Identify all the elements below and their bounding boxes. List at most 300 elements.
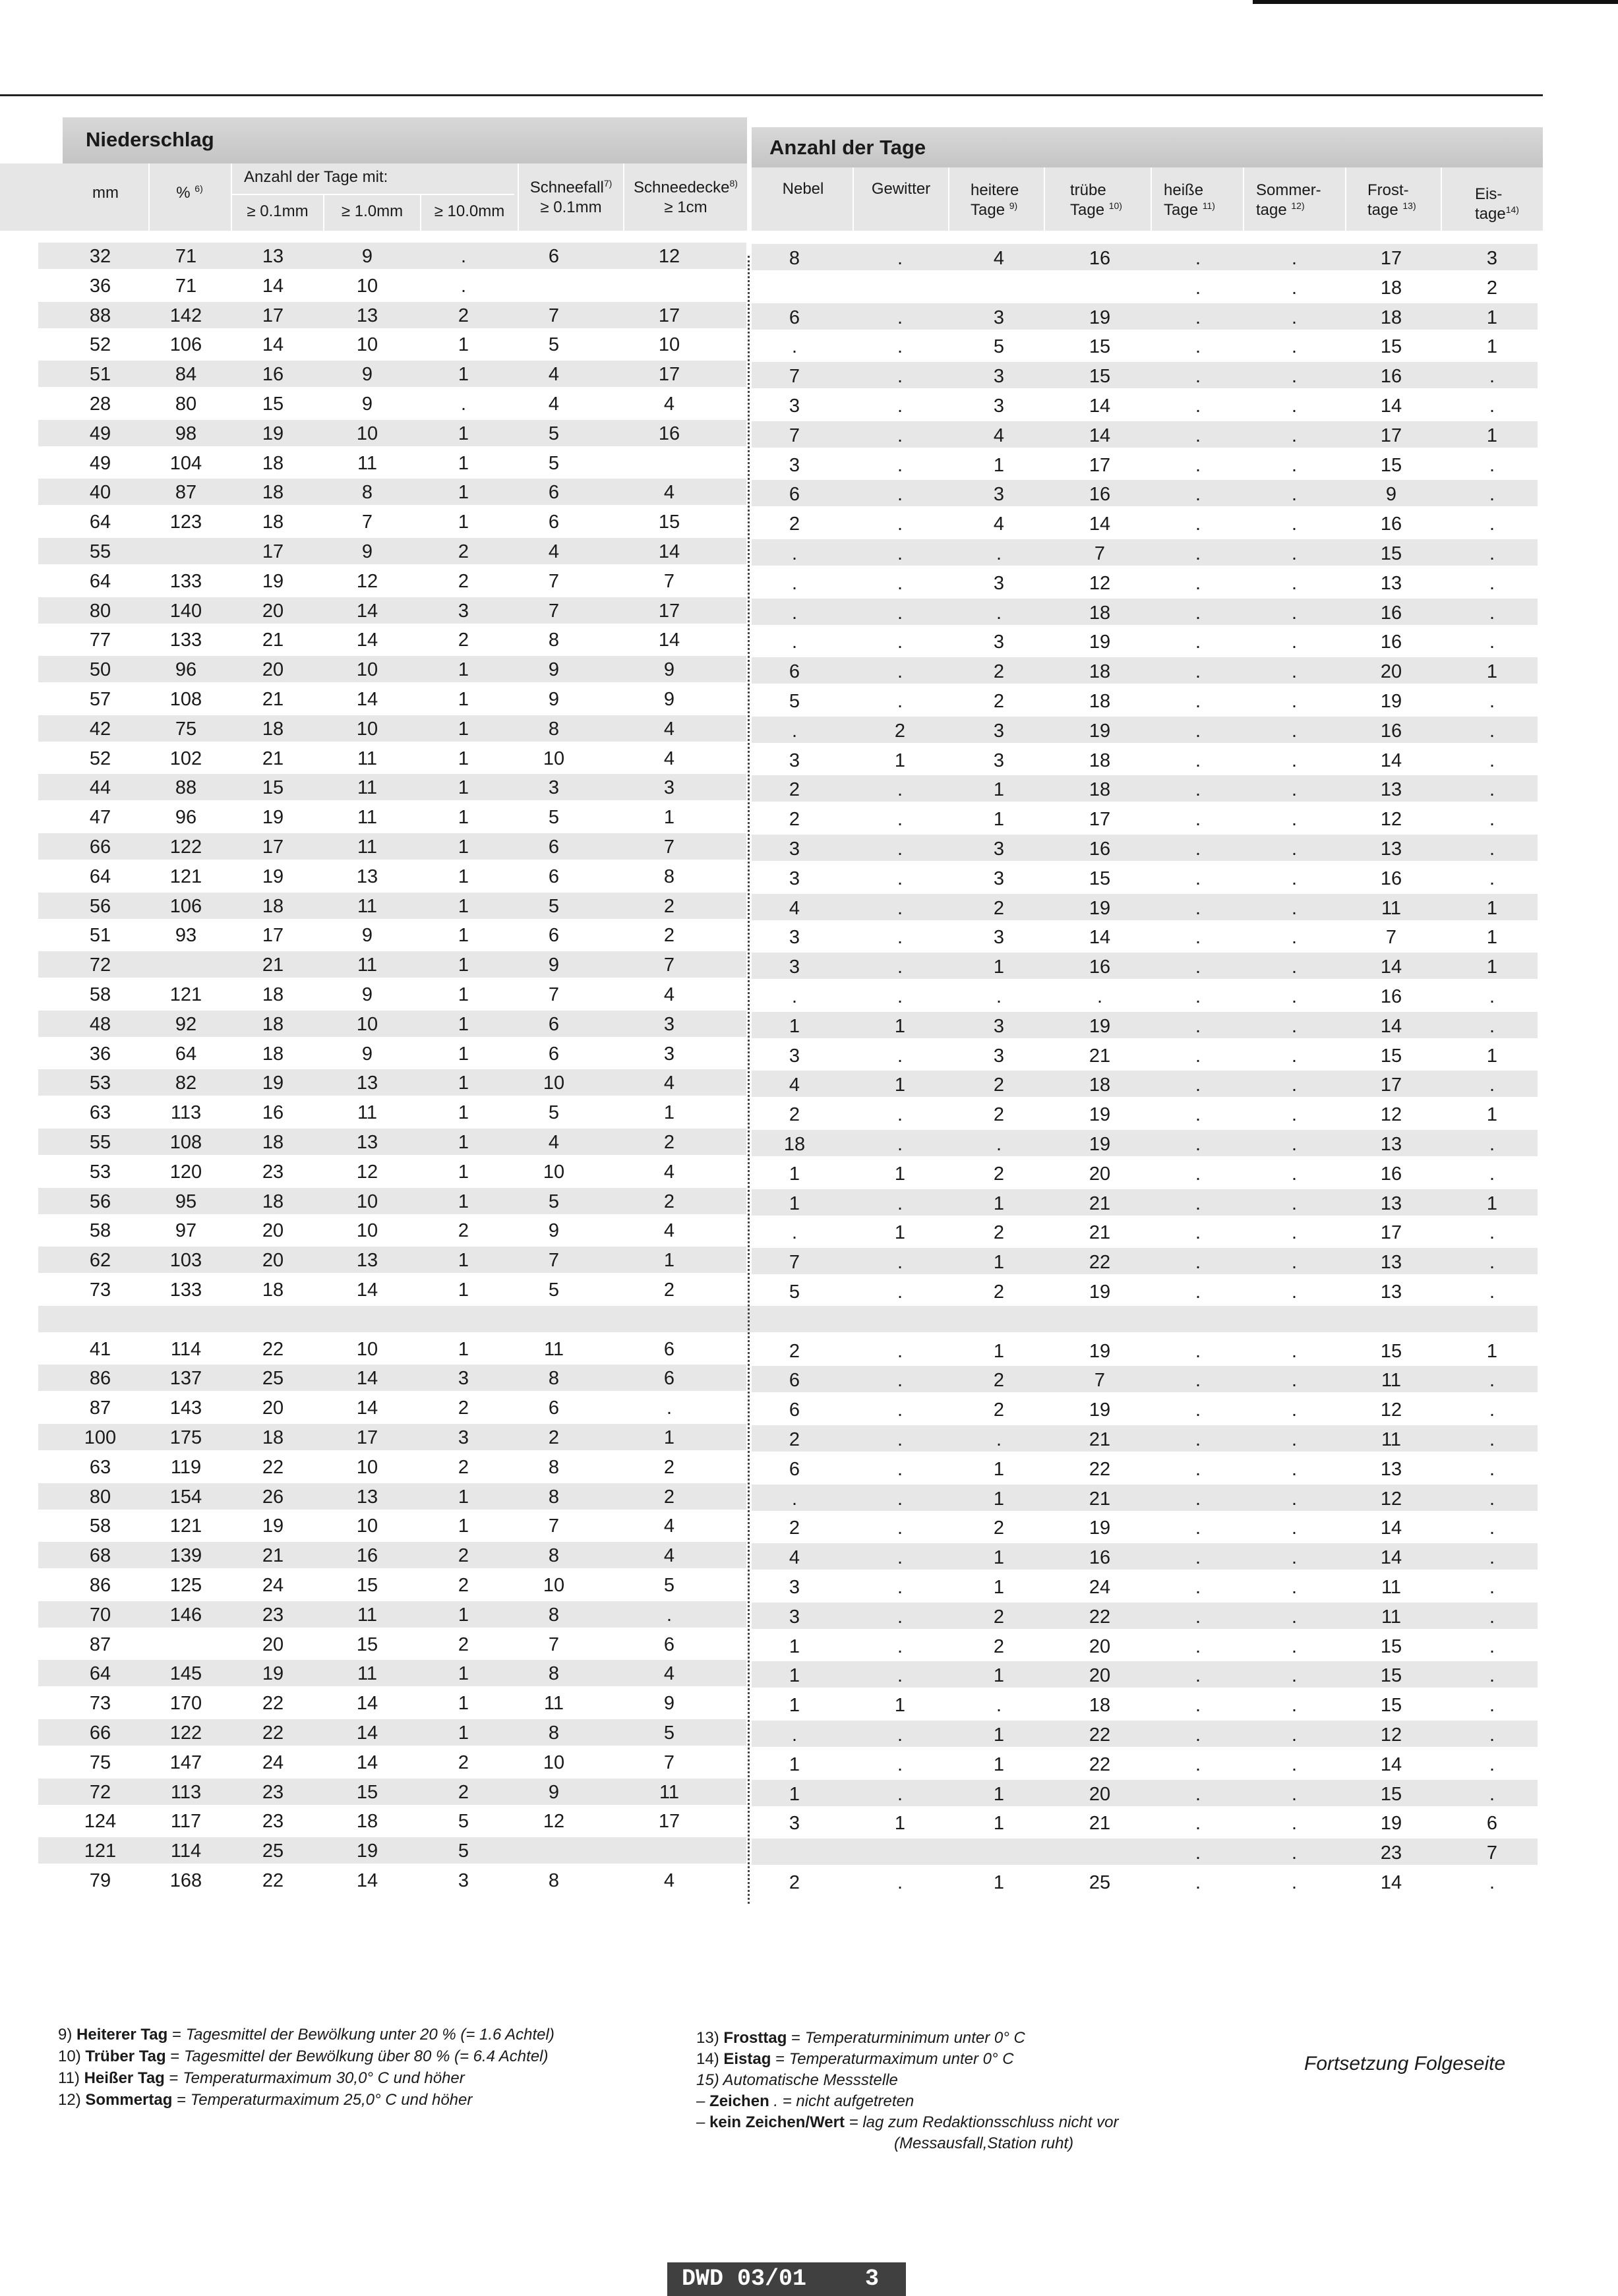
table-cell: 19 (1089, 720, 1111, 742)
table-cell: 7 (789, 425, 800, 446)
table-cell: 3 (458, 1427, 469, 1448)
table-cell: 2 (548, 1427, 560, 1448)
table-cell: . (897, 1370, 903, 1392)
table-cell: . (1195, 957, 1201, 978)
table-cell: 103 (169, 1250, 202, 1272)
table-cell: . (1195, 691, 1201, 712)
table-cell: 1 (993, 1813, 1005, 1835)
table-cell: . (897, 543, 903, 564)
table-cell: . (897, 454, 903, 476)
table-cell: . (1291, 1104, 1298, 1126)
table-cell: . (897, 1606, 903, 1628)
col-sommer: Sommer- tage $^{12)}$ (1256, 181, 1321, 219)
table-cell: . (897, 1547, 903, 1569)
table-cell: 15 (1380, 1783, 1402, 1805)
table-cell: 12 (658, 246, 680, 267)
table-cell: 154 (169, 1486, 202, 1508)
table-cell: 66 (89, 837, 111, 858)
table-cell: 2 (458, 1634, 469, 1655)
table-row (0, 330, 1543, 359)
table-cell: . (1195, 1665, 1201, 1687)
table-cell: 1 (1486, 1192, 1498, 1214)
table-cell: 77 (89, 630, 111, 651)
table-cell: 17 (1380, 425, 1402, 446)
table-cell: 2 (993, 1370, 1005, 1392)
page-badge (667, 2262, 906, 2296)
table-cell: 19 (262, 807, 284, 829)
table-cell: . (1489, 868, 1495, 889)
table-cell: . (1195, 1340, 1201, 1362)
table-cell: . (1195, 248, 1201, 269)
table-cell: 25 (1089, 1872, 1111, 1893)
table-cell: 2 (993, 1163, 1005, 1185)
table-cell: 170 (169, 1693, 202, 1715)
table-cell: . (897, 336, 903, 358)
table-cell: 4 (993, 425, 1005, 446)
table-cell: . (1291, 720, 1298, 742)
col-ge100: ≥ 10.0mm (434, 202, 505, 220)
table-cell: 1 (789, 1783, 800, 1805)
table-cell: . (791, 572, 798, 594)
table-cell: 16 (262, 1102, 284, 1124)
table-cell: 1 (458, 1073, 469, 1094)
table-cell: . (1195, 720, 1201, 742)
table-cell: . (1291, 572, 1298, 594)
table-cell: 13 (1380, 1134, 1402, 1155)
table-cell: 10 (356, 334, 378, 356)
table-cell: 8 (548, 1870, 560, 1891)
table-cell: . (1489, 1163, 1495, 1185)
footnote-9: 9) Heiterer Tag = Tagesmittel der Bewölkung unter 20 % (= 1.6 Achtel) (58, 2026, 554, 2044)
table-cell: . (1291, 868, 1298, 889)
table-row (0, 389, 1543, 419)
table-cell: 18 (262, 1013, 284, 1035)
table-cell: 3 (458, 1870, 469, 1891)
table-cell: 1 (993, 1547, 1005, 1569)
table-cell: . (996, 602, 1002, 624)
table-cell: . (897, 1635, 903, 1657)
table-cell: . (1489, 514, 1495, 535)
table-cell: 19 (262, 1516, 284, 1537)
table-cell: . (897, 514, 903, 535)
table-cell: 2 (993, 1222, 1005, 1244)
table-cell: 11 (357, 748, 378, 769)
table-cell: 20 (262, 1398, 284, 1419)
table-row (0, 1866, 1543, 1895)
table-cell: 24 (262, 1751, 284, 1773)
table-cell: 15 (1089, 336, 1111, 358)
table-cell: . (1489, 454, 1495, 476)
table-cell: . (897, 1665, 903, 1687)
table-cell: 17 (262, 305, 284, 326)
table-cell: 71 (175, 275, 197, 297)
table-row (0, 507, 1543, 537)
table-row (0, 1836, 1543, 1866)
table-row (0, 714, 1543, 744)
footnote-15: 15) Automatische Messstelle (696, 2071, 898, 2089)
footnotes-left (58, 2024, 554, 2111)
table-cell: . (897, 868, 903, 889)
table-cell: 8 (548, 1486, 560, 1508)
table-cell: . (1291, 1340, 1298, 1362)
table-cell: 18 (1089, 691, 1111, 712)
table-cell: 19 (262, 1663, 284, 1685)
table-cell: 2 (993, 661, 1005, 683)
table-cell: . (1291, 691, 1298, 712)
table-cell: . (1195, 307, 1201, 328)
table-cell: . (897, 632, 903, 653)
table-row (0, 980, 1543, 1009)
table-cell: 13 (356, 1073, 378, 1094)
table-cell: 3 (993, 868, 1005, 889)
table-cell: 18 (1089, 779, 1111, 801)
table-cell: 73 (89, 1280, 111, 1301)
table-cell: 6 (663, 1338, 675, 1360)
table-cell: 19 (1089, 897, 1111, 919)
table-cell: 2 (993, 1399, 1005, 1421)
table-cell: 49 (89, 423, 111, 444)
table-cell: 26 (262, 1486, 284, 1508)
table-cell: 1 (458, 777, 469, 799)
table-cell: 1 (458, 1161, 469, 1183)
table-cell: 18 (262, 1280, 284, 1301)
table-cell: 56 (89, 895, 111, 917)
table-cell: 80 (89, 600, 111, 622)
table-cell: 4 (663, 984, 675, 1005)
table-cell: 4 (663, 748, 675, 769)
table-cell: 7 (548, 984, 560, 1005)
table-cell: 2 (789, 809, 800, 831)
table-cell: 15 (1380, 1635, 1402, 1657)
table-cell: 1 (1486, 927, 1498, 949)
table-cell: 7 (548, 1516, 560, 1537)
table-cell: 2 (894, 720, 906, 742)
table-cell: . (1195, 809, 1201, 831)
table-cell: 1 (663, 807, 675, 829)
table-cell: 6 (789, 484, 800, 506)
table-cell: 14 (1089, 396, 1111, 417)
table-cell: . (1291, 307, 1298, 328)
table-cell: 1 (458, 482, 469, 504)
table-cell: 7 (663, 837, 675, 858)
table-cell: 1 (894, 1163, 906, 1185)
table-cell: . (897, 691, 903, 712)
table-cell: . (1195, 750, 1201, 771)
table-cell: 104 (169, 452, 202, 474)
table-cell: 2 (458, 305, 469, 326)
table-cell: 17 (1089, 454, 1111, 476)
table-cell: 21 (262, 748, 284, 769)
table-cell: 17 (1380, 1222, 1402, 1244)
table-cell: . (897, 897, 903, 919)
table-cell: 4 (548, 394, 560, 415)
table-cell: 64 (175, 1043, 197, 1065)
table-cell: 113 (170, 1781, 202, 1803)
footnote-11: 11) Heißer Tag = Temperaturmaximum 30,0° C und höher (58, 2069, 465, 2087)
table-cell: 58 (89, 1516, 111, 1537)
table-cell: 58 (89, 984, 111, 1005)
table-cell: 63 (89, 1456, 111, 1478)
table-cell: . (1291, 1606, 1298, 1628)
table-cell: 11 (659, 1781, 680, 1803)
table-row (0, 1748, 1543, 1777)
table-cell: 2 (458, 1575, 469, 1596)
table-cell: . (1195, 1252, 1201, 1274)
table-row (0, 891, 1543, 921)
table-cell: 142 (169, 305, 202, 326)
table-cell: 18 (1380, 277, 1402, 299)
table-cell: 5 (458, 1811, 469, 1833)
table-cell: 119 (170, 1456, 202, 1478)
table-cell: 1 (993, 1665, 1005, 1687)
table-cell: 19 (1380, 691, 1402, 712)
table-cell: 21 (1089, 1045, 1111, 1067)
table-cell: 102 (169, 748, 202, 769)
table-cell: 16 (356, 1545, 378, 1567)
table-row (0, 1187, 1543, 1216)
table-cell: 10 (543, 1751, 565, 1773)
table-cell: 3 (993, 572, 1005, 594)
table-cell: . (996, 543, 1002, 564)
table-row (0, 655, 1543, 684)
table-cell: 3 (789, 927, 800, 949)
table-cell: . (897, 572, 903, 594)
table-cell: 51 (89, 925, 111, 947)
header-divider (231, 194, 514, 195)
table-cell: 9 (548, 955, 560, 976)
table-cell: . (1489, 366, 1495, 388)
table-cell: 137 (169, 1368, 202, 1390)
table-cell: 5 (548, 1280, 560, 1301)
table-cell: 8 (548, 1456, 560, 1478)
table-cell: . (1489, 1577, 1495, 1598)
niederschlag-title: Niederschlag (86, 128, 214, 151)
table-cell: . (791, 1488, 798, 1510)
table-cell: 6 (548, 1013, 560, 1035)
table-cell: 52 (89, 334, 111, 356)
table-cell: 20 (262, 1250, 284, 1272)
table-row (0, 1688, 1543, 1718)
table-cell: . (1489, 484, 1495, 506)
table-row (0, 448, 1543, 478)
table-cell: . (897, 1045, 903, 1067)
table-cell: 18 (1380, 307, 1402, 328)
table-cell: 12 (543, 1811, 565, 1833)
table-cell: 2 (663, 895, 675, 917)
table-cell: 4 (548, 1132, 560, 1153)
table-cell: 16 (1089, 839, 1111, 860)
table-cell: 1 (789, 1163, 800, 1185)
table-cell: 4 (663, 1073, 675, 1094)
table-cell: 18 (262, 1043, 284, 1065)
table-cell: . (897, 396, 903, 417)
table-cell: 10 (356, 275, 378, 297)
table-cell: . (1489, 1458, 1495, 1480)
table-cell: . (1195, 396, 1201, 417)
table-cell: 7 (789, 1252, 800, 1274)
table-cell: 16 (1380, 514, 1402, 535)
table-cell: 9 (361, 394, 373, 415)
table-cell: . (1291, 1399, 1298, 1421)
table-cell: . (1195, 1370, 1201, 1392)
table-cell: 13 (356, 1132, 378, 1153)
table-row (0, 1098, 1543, 1127)
table-cell: 1 (458, 452, 469, 474)
table-cell: 18 (1089, 1074, 1111, 1096)
table-cell: 14 (1380, 957, 1402, 978)
table-cell: . (897, 1429, 903, 1450)
table-cell: 9 (548, 1781, 560, 1803)
table-cell: 1 (894, 750, 906, 771)
table-cell: 14 (356, 1368, 378, 1390)
table-cell: 88 (175, 777, 197, 799)
table-cell: 8 (548, 1663, 560, 1685)
table-cell: 13 (262, 246, 284, 267)
table-cell: 18 (1089, 661, 1111, 683)
table-cell: 3 (458, 1368, 469, 1390)
table-cell: . (1489, 1429, 1495, 1450)
table-cell: 8 (361, 482, 373, 504)
table-cell: . (897, 809, 903, 831)
table-cell: 4 (663, 1663, 675, 1685)
table-cell: 17 (1380, 1074, 1402, 1096)
table-cell: 82 (175, 1073, 197, 1094)
table-cell: 5 (548, 452, 560, 474)
table-cell: . (1291, 1488, 1298, 1510)
table-cell: 1 (894, 1813, 906, 1835)
table-cell: 1 (993, 1340, 1005, 1362)
table-cell: 1 (1486, 661, 1498, 683)
table-cell: 42 (89, 718, 111, 740)
table-cell: 11 (357, 452, 378, 474)
table-cell: . (1291, 1842, 1298, 1864)
table-cell: 2 (458, 541, 469, 562)
table-cell: 1 (458, 1043, 469, 1065)
table-cell: 1 (458, 1516, 469, 1537)
col-schneefall: Schneefall$^{7)}$ ≥ 0.1mm (529, 178, 613, 216)
table-cell: . (791, 602, 798, 624)
table-cell: . (791, 1222, 798, 1244)
table-cell: 20 (1380, 661, 1402, 683)
table-cell: . (897, 1488, 903, 1510)
table-cell: 14 (1089, 927, 1111, 949)
table-cell: . (791, 1724, 798, 1746)
table-row (0, 1393, 1543, 1423)
table-cell: 1 (458, 1693, 469, 1715)
table-cell: 2 (993, 691, 1005, 712)
table-cell: 14 (1380, 396, 1402, 417)
table-cell: 7 (663, 955, 675, 976)
table-cell: 16 (1380, 720, 1402, 742)
table-cell: 57 (89, 689, 111, 710)
table-cell: . (1291, 277, 1298, 299)
table-cell: 10 (356, 718, 378, 740)
table-cell: 2 (663, 1456, 675, 1478)
table-row (0, 1275, 1543, 1305)
table-cell: 3 (789, 957, 800, 978)
table-cell: 3 (458, 600, 469, 622)
table-cell: 19 (262, 423, 284, 444)
table-cell: 21 (1089, 1192, 1111, 1214)
table-cell: 19 (1089, 1517, 1111, 1539)
table-cell: 13 (1380, 1192, 1402, 1214)
table-cell: . (1291, 1429, 1298, 1450)
table-cell: 7 (1094, 1370, 1106, 1392)
table-cell: . (1489, 1724, 1495, 1746)
table-cell: 96 (175, 807, 197, 829)
table-cell: 52 (89, 748, 111, 769)
table-cell: . (1291, 248, 1298, 269)
table-cell: 147 (169, 1751, 202, 1773)
table-cell: 1 (663, 1427, 675, 1448)
table-cell: . (1291, 514, 1298, 535)
footnote-zeichen: – Zeichen . = nicht aufgetreten (696, 2092, 914, 2110)
table-cell: 41 (89, 1338, 111, 1360)
table-cell: 17 (262, 541, 284, 562)
table-cell: 87 (89, 1398, 111, 1419)
table-cell: 5 (548, 895, 560, 917)
table-cell: . (897, 1783, 903, 1805)
table-cell: . (1489, 1281, 1495, 1303)
table-cell: . (1291, 1370, 1298, 1392)
table-cell: 13 (1380, 779, 1402, 801)
table-cell: . (1195, 1842, 1201, 1864)
table-cell: 10 (356, 1220, 378, 1242)
table-cell: 15 (1089, 366, 1111, 388)
table-cell: 49 (89, 452, 111, 474)
table-cell: . (1291, 1665, 1298, 1687)
table-cell: . (1291, 661, 1298, 683)
table-cell: 2 (663, 925, 675, 947)
table-cell: 20 (262, 1220, 284, 1242)
col-divider (853, 167, 854, 231)
table-cell: 2 (993, 1517, 1005, 1539)
table-cell: . (897, 779, 903, 801)
table-cell: 1 (458, 1102, 469, 1124)
table-cell: 14 (1380, 750, 1402, 771)
table-cell: 1 (663, 1102, 675, 1124)
table-cell: 7 (663, 1751, 675, 1773)
table-cell: 2 (993, 1074, 1005, 1096)
table-cell: . (1489, 1222, 1495, 1244)
table-cell: 73 (89, 1693, 111, 1715)
table-cell: 1 (993, 1753, 1005, 1775)
table-cell: 5 (548, 423, 560, 444)
table-cell: 14 (356, 1398, 378, 1419)
table-cell: . (1195, 986, 1201, 1007)
table-cell: 6 (663, 1368, 675, 1390)
table-cell: . (897, 1753, 903, 1775)
table-cell: . (1195, 484, 1201, 506)
table-row (0, 1630, 1543, 1659)
table-cell: 16 (1089, 484, 1111, 506)
table-cell: 17 (1089, 809, 1111, 831)
table-cell: 17 (1380, 248, 1402, 269)
table-cell: 3 (993, 366, 1005, 388)
table-cell: 1 (789, 1753, 800, 1775)
table-cell: 2 (458, 630, 469, 651)
table-cell: 13 (1380, 1458, 1402, 1480)
table-cell: . (1489, 750, 1495, 771)
table-cell: . (1195, 1813, 1201, 1835)
table-cell: 92 (175, 1013, 197, 1035)
table-cell: 114 (170, 1840, 202, 1862)
table-cell: 1 (1486, 897, 1498, 919)
table-cell: 15 (356, 1634, 378, 1655)
table-cell: 5 (789, 691, 800, 712)
table-cell: 3 (663, 1043, 675, 1065)
col-frost: Frost- tage $^{13)}$ (1367, 181, 1416, 219)
